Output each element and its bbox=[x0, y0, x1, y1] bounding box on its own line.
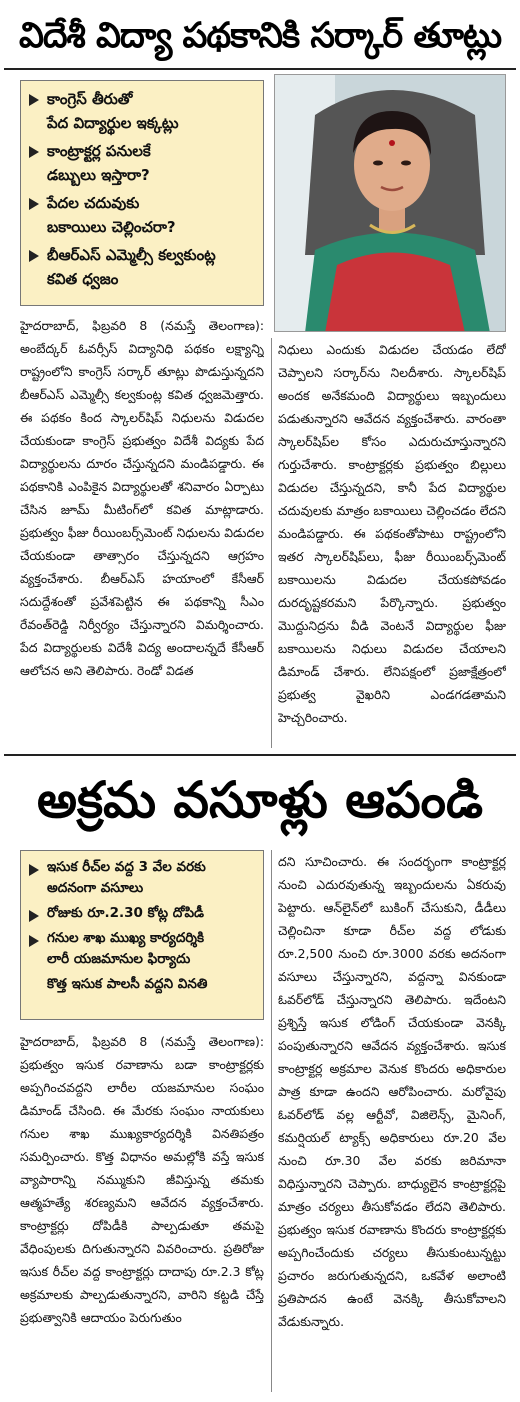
column-divider bbox=[271, 850, 272, 1392]
bullet-triangle-icon bbox=[29, 864, 39, 876]
highlight-item: ఇసుక రీచ్‌ల వద్ద 3 వేల వరకు అదనంగా వసూలు bbox=[29, 857, 257, 899]
story-separator bbox=[4, 754, 516, 756]
highlight-item: కొత్త ఇసుక పాలసీ వద్దని వినతి bbox=[47, 976, 208, 992]
bullet-triangle-icon bbox=[29, 250, 39, 262]
story2-body-left: హైదరాబాద్, ఫిబ్రవరి 8 (నమస్తే తెలంగాణ): ప్రభుత్వం ఇసుక రవాణాను బడా కాంట్రాక్టర్లకు అప్పగించవద్దని లారీల యజమానుల సంఘం డిమాండ్ చేసింది. ఈ మేరకు సంఘం నాయకులు గనుల శాఖ ముఖ్యకార్యదర్శికి వినతిపత్రం సమర్పించారు. కొత్త విధానం అమల్లోకి వస్తే ఇసుక వ్యాపారాన్ని నమ్ముకుని జీవిస్తున్న తమకు ఆత్మహత్యే శరణ్యమని ఆవేదన వ్యక్తంచేశారు. కాంట్రాక్టర్లు దోపిడీకి పాల్పడుతూ తమపై వేధింపులకు దిగుతున్నారని వివరించారు. ప్రతిరోజు ఇసుక రీచ్‌ల వద్ద కాంట్రాక్టర్లు దాదాపు రూ.2.3 కోట్ల అక్రమాలకు పాల్పడుతున్నారని, వారిని కట్టడి చేస్తే ప్రభుత్వానికి ఆదాయం పెరుగుతుం bbox=[20, 1034, 264, 1325]
highlight-item: పేదల చదువుకు బకాయిలు చెల్లించరా? bbox=[29, 191, 257, 239]
bullet-triangle-icon bbox=[29, 910, 39, 922]
highlight-item: కాంగ్రెస్ తీరుతో పేద విద్యార్థుల ఇక్కట్లు bbox=[29, 87, 257, 135]
highlight-item: కాంట్రాక్టర్ల పనులకే డబ్బులు ఇస్తారా? bbox=[29, 139, 257, 187]
bullet-triangle-icon bbox=[29, 198, 39, 210]
portrait-image bbox=[275, 75, 506, 332]
story2-highlights-box bbox=[20, 850, 264, 1020]
bullet-triangle-icon bbox=[29, 935, 39, 947]
highlight-item: గనుల శాఖ ముఖ్య కార్యదర్శికి లారీ యజమానుల ఫిర్యాదు bbox=[29, 928, 257, 970]
story1-body-left: హైదరాబాద్, ఫిబ్రవరి 8 (నమస్తే తెలంగాణ): అంబేద్కర్ ఓవర్సీస్ విద్యానిధి పథకం లక్ష్యాన్ని రాష్ట్రంలోని కాంగ్రెస్ సర్కార్ తూట్లు పొడుస్తున్నదని బీఆర్ఎస్ ఎమ్మెల్సీ కల్వకుంట్ల కవిత ధ్వజమెత్తారు. ఈ పథకం కింద స్కాలర్‌షిప్ నిధులను విడుదల చేయకుండా కాంగ్రెస్ ప్రభుత్వం విదేశీ విద్యకు పేద విద్యార్థులను దూరం చేస్తున్నదని మండిపడ్డారు. ఈ పథకానికి ఎంపికైన విద్యార్థులతో శనివారం ఏర్పాటు చేసిన జూమ్ మీటింగ్‌లో కవిత మాట్లాడారు. ప్రభుత్వం ఫీజు రీయింబర్స్‌మెంట్ నిధులను విడుదల చేయకుండా తాత్సారం చేస్తున్నదని ఆగ్రహం వ్యక్తంచేశారు. బీఆర్ఎస్ హయాంలో కేసీఆర్ సదుద్దేశంతో ప్రవేశపెట్టిన ఈ పథకాన్ని సీఎం రేవంత్‌రెడ్డి నిర్వీర్యం చేస్తున్నారని విమర్శించారు. పేద విద్యార్థులకు విదేశీ విద్య అందాలన్నదే కేసీఆర్ ఆలోచన అని తెలిపారు. రెండో విడత bbox=[20, 318, 264, 678]
story1-body-right: నిధులు ఎందుకు విడుదల చేయడం లేదో చెప్పాలని సర్కార్‌ను నిలదీశారు. స్కాలర్‌షిప్ అందక అనేకమంది విద్యార్థులు ఇబ్బందులు పడుతున్నారని ఆవేదన వ్యక్తంచేశారు. వారంతా స్కాలర్‌షిప్‌ల కోసం ఎదురుచూస్తున్నారని గుర్తుచేశారు. కాంట్రాక్టర్లకు ప్రభుత్వం బిల్లులు విడుదల చేస్తున్నదని, కానీ పేద విద్యార్థుల చదువులకు మాత్రం బకాయిలు చెల్లించడం లేదని మండిపడ్డారు. ఈ పథకంతోపాటు రాష్ట్రంలోని ఇతర స్కాలర్‌షిప్‌లు, ఫీజు రీయింబర్స్‌మెంట్ బకాయిలను విడుదల చేయకపోవడం దురదృష్టకరమని పేర్కొన్నారు. ప్రభుత్వం మొద్దునిద్రను వీడి వెంటనే విద్యార్థుల ఫీజు బకాయిలను నిధులు విడుదల చేయాలని డిమాండ్ చేశారు. లేనిపక్షంలో ప్రజాక్షేత్రంలో ప్రభుత్వ వైఖరిని ఎండగడతామని హెచ్చరించారు. bbox=[278, 342, 506, 725]
newspaper-clipping bbox=[4, 4, 516, 1398]
story2-body-right: దని సూచించారు. ఈ సందర్భంగా కాంట్రాక్టర్ల నుంచి ఎదురవుతున్న ఇబ్బందులను ఏకరువు పెట్టారు. ఆన్‌లైన్‌లో బుకింగ్ చేసుకుని, డీడీలు చెల్లించినా కూడా రీచ్‌ల వద్ద లోడుకు రూ.2,500 నుంచి రూ.3000 వరకు అదనంగా వసూలు చేస్తున్నారని, వద్దన్నా వినకుండా ఓవర్‌లోడ్ చేస్తున్నారని తెలిపారు. ఇదేంటని ప్రశ్నిస్తే ఇసుక లోడింగ్ చేయకుండా వెనక్కి పంపుతున్నారని ఆవేదన వ్యక్తంచేశారు. ఇసుక కాంట్రాక్టర్ల అక్రమాల వెనుక కొందరు అధికారుల పాత్ర కూడా ఉందని ఆరోపించారు. మరోవైపు ఓవర్‌లోడ్ వల్ల ఆర్టీవో, విజిలెన్స్, మైనింగ్, కమర్షియల్ ట్యాక్స్ అధికారులు రూ.20 వేల నుంచి రూ.30 వేల వరకు జరిమానా విధిస్తున్నారని చెప్పారు. బాధ్యులైన కాంట్రాక్టర్లపై మాత్రం చర్యలు తీసుకోవడం లేదని తెలిపారు. ప్రభుత్వం ఇసుక రవాణాను కొందరు కాంట్రాక్టర్లకు అప్పగించేందుకు చర్యలు తీసుకుంటున్నట్టు ప్రచారం జరుగుతున్నదని, ఒకవేళ అలాంటి ప్రతిపాదన ఉంటే వెనక్కి తీసుకోవాలని వేడుకున్నారు. bbox=[278, 854, 506, 1329]
headline-rule bbox=[4, 68, 516, 70]
politician-photo bbox=[274, 74, 506, 332]
highlight-item: రోజుకు రూ.2.30 కోట్ల దోపిడీ bbox=[29, 903, 257, 924]
story1-headline: విదేశీ విద్యా పథకానికి సర్కార్ తూట్లు bbox=[18, 15, 502, 56]
column-divider bbox=[271, 338, 272, 748]
bullet-triangle-icon bbox=[29, 146, 39, 158]
story2-headline: అక్రమ వసూళ్లు ఆపండి bbox=[36, 770, 483, 829]
bullet-triangle-icon bbox=[29, 94, 39, 106]
story1-highlights-box bbox=[20, 80, 264, 306]
highlight-item: బీఆర్ఎస్ ఎమ్మెల్సీ కల్వకుంట్ల కవిత ధ్వజం bbox=[29, 243, 257, 291]
